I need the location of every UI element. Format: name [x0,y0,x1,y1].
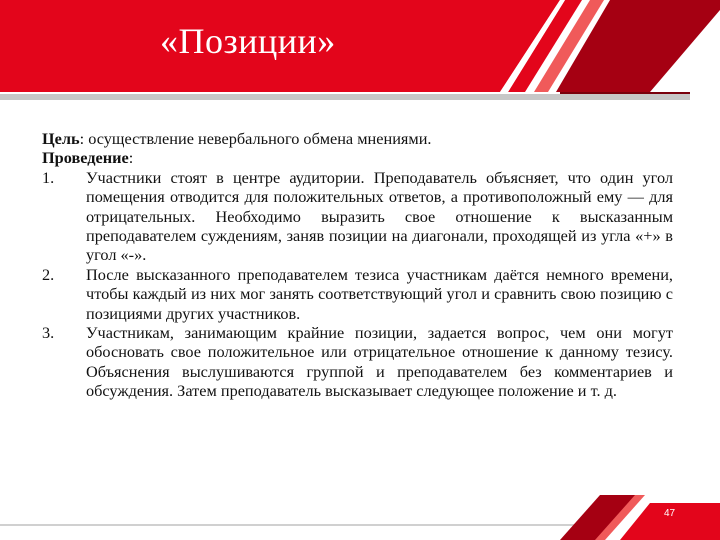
header-banner-accent-4 [556,0,720,92]
step-number: 1. [42,167,55,187]
header-banner-dark-stripe [0,94,690,100]
step-text: После высказанного преподавателем тезиса участникам даётся немного времени, чтобы каждый из них мог занять соответствующий угол и сравнить свою позицию с позициями других участников. [86,264,673,323]
list-item [42,168,673,265]
step-text: Участникам, занимающим крайние позиции, задается вопрос, чем они могут обосновать свое положительное или отрицательное отношение к данному тезису. Объяснения выслушиваются группой и преподавателем без комментариев и обсуждения. Затем преподаватель высказывает следующее положение и т. д. [86,323,673,401]
footer-banner [0,495,720,540]
goal-line [42,129,673,148]
list-item [42,323,673,401]
footer-banner-grey-line [0,524,580,526]
header-banner [0,0,720,100]
page-number: 47 [664,508,676,519]
slide-title: «Позиции» [160,21,336,61]
step-number: 3. [42,323,55,343]
slide-content [42,129,673,401]
procedure-line [42,148,673,167]
step-text: Участники стоят в центре аудитории. Преподаватель объясняет, что один угол помещения отводится для положительных ответов, а противоположный ему — для отрицательных. Необходимо выразить свое отношение к высказанным преподавателем суждениям, заняв позиции на диагонали, проходящей из угла «+» в угол «-». [86,167,673,265]
header-banner-accent-5 [560,92,690,94]
procedure-suffix: : [128,148,134,168]
goal-label: Цель [42,129,80,148]
goal-text: : осуществление невербального обмена мнениями. [79,129,432,148]
step-number: 2. [42,264,55,284]
procedure-label: Проведение [42,148,129,168]
list-item [42,265,673,323]
